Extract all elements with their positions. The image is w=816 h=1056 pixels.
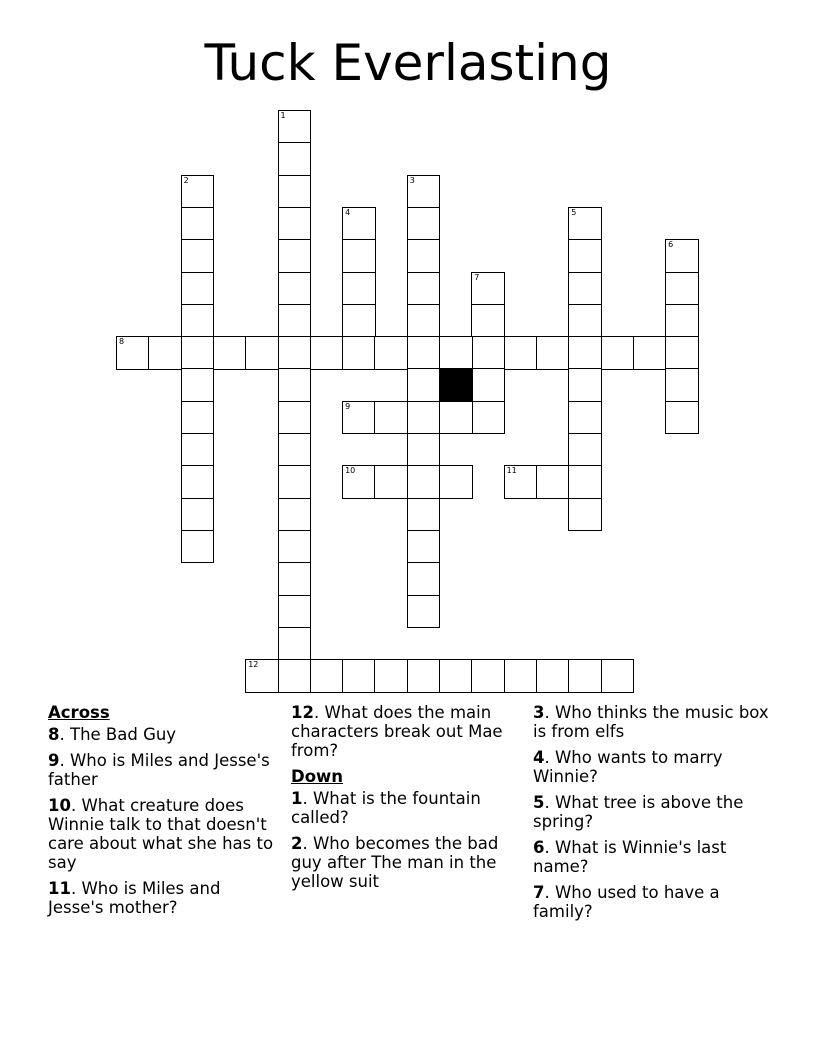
crossword-cell[interactable] <box>568 207 602 241</box>
crossword-cell[interactable] <box>407 465 441 499</box>
clue-column-3 <box>533 703 773 928</box>
crossword-cell[interactable] <box>181 207 215 241</box>
crossword-cell[interactable] <box>439 401 473 435</box>
crossword-cell[interactable] <box>278 142 312 176</box>
crossword-cell[interactable] <box>665 304 699 338</box>
crossword-cell[interactable] <box>278 336 312 370</box>
crossword-cell[interactable] <box>471 401 505 435</box>
crossword-cell[interactable] <box>665 239 699 273</box>
cell-number: 4 <box>345 207 351 217</box>
crossword-cell[interactable] <box>407 595 441 629</box>
crossword-cell[interactable] <box>342 465 376 499</box>
crossword-cell[interactable] <box>181 175 215 209</box>
crossword-cell[interactable] <box>665 368 699 402</box>
cell-number: 12 <box>248 660 259 670</box>
clue-down-4: 4. Who wants to marry Winnie? <box>533 748 723 786</box>
crossword-cell[interactable] <box>407 530 441 564</box>
crossword-cell[interactable] <box>181 465 215 499</box>
crossword-cell[interactable] <box>407 659 441 693</box>
crossword-cell[interactable] <box>471 659 505 693</box>
crossword-cell[interactable] <box>181 498 215 532</box>
crossword-cell[interactable] <box>471 304 505 338</box>
clue-down-5: 5. What tree is above the spring? <box>533 793 744 831</box>
crossword-cell[interactable] <box>374 465 408 499</box>
crossword-cell[interactable] <box>278 595 312 629</box>
crossword-cell[interactable] <box>407 368 441 402</box>
crossword-cell[interactable] <box>342 239 376 273</box>
crossword-cell[interactable] <box>148 336 182 370</box>
crossword-cell[interactable] <box>665 272 699 306</box>
crossword-cell[interactable] <box>407 175 441 209</box>
clue-down-1: 1. What is the fountain called? <box>291 789 481 827</box>
crossword-cell[interactable] <box>278 498 312 532</box>
crossword-cell[interactable] <box>568 368 602 402</box>
crossword-cell[interactable] <box>601 336 635 370</box>
crossword-cell[interactable] <box>278 175 312 209</box>
crossword-cell[interactable] <box>278 562 312 596</box>
crossword-cell[interactable] <box>310 336 344 370</box>
cell-number: 10 <box>345 466 356 476</box>
crossword-cell[interactable] <box>568 304 602 338</box>
crossword-cell[interactable] <box>342 659 376 693</box>
crossword-cell[interactable] <box>278 110 312 144</box>
cell-number: 1 <box>280 111 286 120</box>
crossword-cell[interactable] <box>439 659 473 693</box>
crossword-cell[interactable] <box>536 336 570 370</box>
crossword-cell[interactable] <box>342 272 376 306</box>
clue-across-12: 12. What does the main characters break out Mae from? <box>291 703 503 760</box>
cell-number: 9 <box>345 401 351 411</box>
clue-across-9: 9. Who is Miles and Jesse's father <box>48 751 270 789</box>
crossword-cell[interactable] <box>407 272 441 306</box>
crossword-cell[interactable] <box>374 401 408 435</box>
crossword-cell[interactable] <box>407 304 441 338</box>
cell-number: 6 <box>668 240 674 250</box>
crossword-cell[interactable] <box>407 433 441 467</box>
cell-number: 8 <box>119 337 125 347</box>
crossword-cell[interactable] <box>278 239 312 273</box>
crossword-cell[interactable] <box>181 239 215 273</box>
crossword-cell[interactable] <box>504 336 538 370</box>
cell-number: 7 <box>474 272 480 282</box>
clue-column-1 <box>48 703 280 924</box>
clue-column-2 <box>291 703 527 898</box>
crossword-cell[interactable] <box>278 659 312 693</box>
crossword-cell[interactable] <box>568 272 602 306</box>
crossword-cell[interactable] <box>181 368 215 402</box>
crossword-cell[interactable] <box>471 368 505 402</box>
crossword-cell[interactable] <box>181 336 215 370</box>
crossword-cell[interactable] <box>342 401 376 435</box>
crossword-cell[interactable] <box>568 433 602 467</box>
crossword-cell[interactable] <box>181 530 215 564</box>
crossword-cell[interactable] <box>342 304 376 338</box>
clue-down-2: 2. Who becomes the bad guy after The man in the yellow suit <box>291 834 499 891</box>
crossword-cell[interactable] <box>213 336 247 370</box>
crossword-cell[interactable] <box>181 272 215 306</box>
crossword-cell[interactable] <box>568 401 602 435</box>
crossword-cell[interactable] <box>471 272 505 306</box>
crossword-cell[interactable] <box>181 304 215 338</box>
page-title: Tuck Everlasting <box>204 34 612 92</box>
crossword-cell[interactable] <box>278 304 312 338</box>
cell-number: 11 <box>506 466 517 476</box>
crossword-cell[interactable] <box>278 207 312 241</box>
crossword-cell[interactable] <box>407 336 441 370</box>
crossword-cell[interactable] <box>665 336 699 370</box>
clue-across-8: 8. The Bad Guy <box>48 725 177 744</box>
blocked-cell <box>439 368 473 402</box>
crossword-cell[interactable] <box>407 498 441 532</box>
crossword-cell[interactable] <box>504 659 538 693</box>
clue-down-3: 3. Who thinks the music box is from elfs <box>533 703 769 741</box>
crossword-cell[interactable] <box>568 239 602 273</box>
clue-across-10: 10. What creature does Winnie talk to that doesn't care about what she has to say <box>48 796 274 872</box>
crossword-cell[interactable] <box>633 336 667 370</box>
crossword-cell[interactable] <box>536 659 570 693</box>
crossword-cell[interactable] <box>374 659 408 693</box>
cell-number: 2 <box>183 175 189 185</box>
crossword-cell[interactable] <box>278 530 312 564</box>
crossword-cell[interactable] <box>278 368 312 402</box>
crossword-cell[interactable] <box>278 401 312 435</box>
crossword-cell[interactable] <box>504 465 538 499</box>
across-heading: Across <box>48 703 110 722</box>
down-heading: Down <box>291 767 344 786</box>
crossword-cell[interactable] <box>181 401 215 435</box>
crossword-cell[interactable] <box>245 659 279 693</box>
crossword-cell[interactable] <box>342 207 376 241</box>
crossword-cell[interactable] <box>181 433 215 467</box>
cell-number: 5 <box>571 207 577 217</box>
crossword-cell[interactable] <box>310 659 344 693</box>
crossword-cell[interactable] <box>568 659 602 693</box>
crossword-cell[interactable] <box>278 272 312 306</box>
crossword-cell[interactable] <box>278 465 312 499</box>
clue-across-11: 11. Who is Miles and Jesse's mother? <box>48 879 221 917</box>
crossword-cell[interactable] <box>407 562 441 596</box>
crossword-cell[interactable] <box>471 336 505 370</box>
crossword-cell[interactable] <box>568 336 602 370</box>
clue-down-6: 6. What is Winnie's last name? <box>533 838 727 876</box>
crossword-cell[interactable] <box>568 498 602 532</box>
crossword-cell[interactable] <box>665 401 699 435</box>
crossword-cell[interactable] <box>407 401 441 435</box>
crossword-cell[interactable] <box>439 465 473 499</box>
crossword-cell[interactable] <box>601 659 635 693</box>
crossword-cell[interactable] <box>536 465 570 499</box>
crossword-cell[interactable] <box>342 336 376 370</box>
crossword-cell[interactable] <box>278 627 312 661</box>
crossword-cell[interactable] <box>278 433 312 467</box>
crossword-cell[interactable] <box>407 239 441 273</box>
crossword-cell[interactable] <box>374 336 408 370</box>
crossword-cell[interactable] <box>116 336 150 370</box>
crossword-cell[interactable] <box>407 207 441 241</box>
crossword-cell[interactable] <box>245 336 279 370</box>
clue-down-7: 7. Who used to have a family? <box>533 883 720 921</box>
crossword-cell[interactable] <box>568 465 602 499</box>
crossword-cell[interactable] <box>439 336 473 370</box>
cell-number: 3 <box>409 175 415 185</box>
